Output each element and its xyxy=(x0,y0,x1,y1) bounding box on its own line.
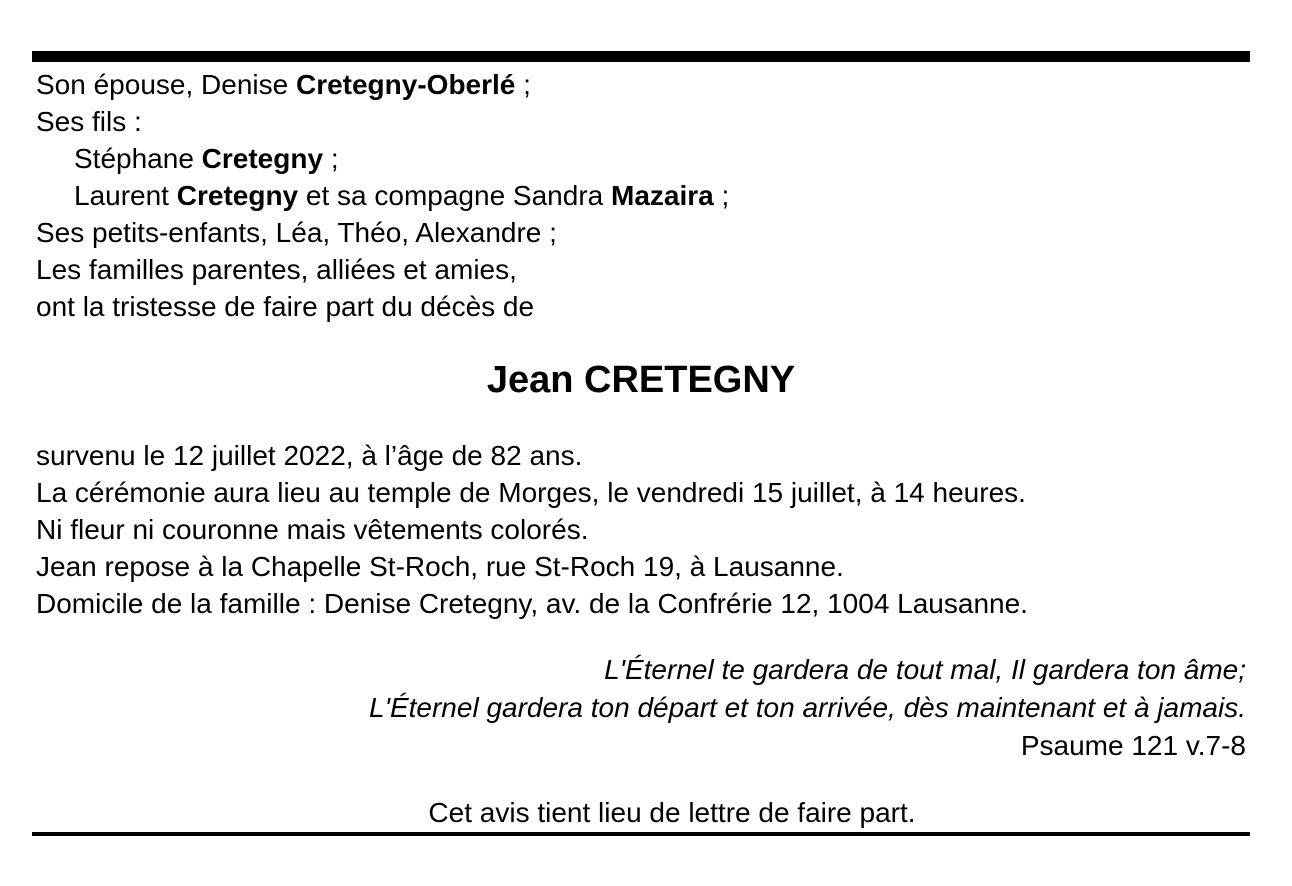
deceased-name: Jean CRETEGNY xyxy=(486,359,796,401)
son2-surname: Cretegny xyxy=(176,180,299,211)
sons-heading: Ses fils : xyxy=(36,106,142,137)
son2-line xyxy=(36,177,1246,214)
closing-section xyxy=(32,794,1250,831)
son2-suffix: ; xyxy=(713,180,730,211)
son1-suffix: ; xyxy=(323,143,339,174)
son1-first: Stéphane xyxy=(74,143,202,174)
son2-first: Laurent xyxy=(74,180,177,211)
relatives-line: Les familles parentes, alliées et amies, xyxy=(36,254,517,285)
verse-section xyxy=(36,651,1246,765)
verse-reference: Psaume 121 v.7-8 xyxy=(1020,730,1246,761)
ceremony-line: La cérémonie aura lieu au temple de Morges, le vendredi 15 juillet, à 14 heures. xyxy=(36,477,1026,508)
grandchildren-line: Ses petits-enfants, Léa, Théo, Alexandre ; xyxy=(36,217,557,248)
home-line: Domicile de la famille : Denise Cretegny, av. de la Confrérie 12, 1004 Lausanne. xyxy=(36,588,1028,619)
verse-line-1: L'Éternel te gardera de tout mal, Il gardera ton âme; xyxy=(604,654,1246,685)
spouse-line xyxy=(36,66,1246,103)
bottom-rule xyxy=(32,832,1250,836)
son2-partner-surname: Mazaira xyxy=(611,180,714,211)
spouse-prefix: Son épouse, Denise xyxy=(36,69,296,100)
son2-middle: et sa compagne Sandra xyxy=(298,180,611,211)
flowers-line: Ni fleur ni couronne mais vêtements colorés. xyxy=(36,514,589,545)
family-section xyxy=(36,66,1246,325)
son1-surname: Cretegny xyxy=(201,143,324,174)
death-line: survenu le 12 juillet 2022, à l’âge de 82 ans. xyxy=(36,440,583,471)
spouse-suffix: ; xyxy=(515,69,531,100)
details-section xyxy=(36,437,1246,622)
spouse-surname: Cretegny-Oberlé xyxy=(295,69,516,100)
son1-line xyxy=(36,140,1246,177)
top-rule xyxy=(32,51,1250,62)
closing-text: Cet avis tient lieu de lettre de faire part. xyxy=(428,797,916,828)
announcement-line: ont la tristesse de faire part du décès de xyxy=(36,291,535,322)
rests-line: Jean repose à la Chapelle St-Roch, rue St-Roch 19, à Lausanne. xyxy=(36,551,844,582)
verse-line-2: L'Éternel gardera ton départ et ton arrivée, dès maintenant et à jamais. xyxy=(369,692,1246,723)
